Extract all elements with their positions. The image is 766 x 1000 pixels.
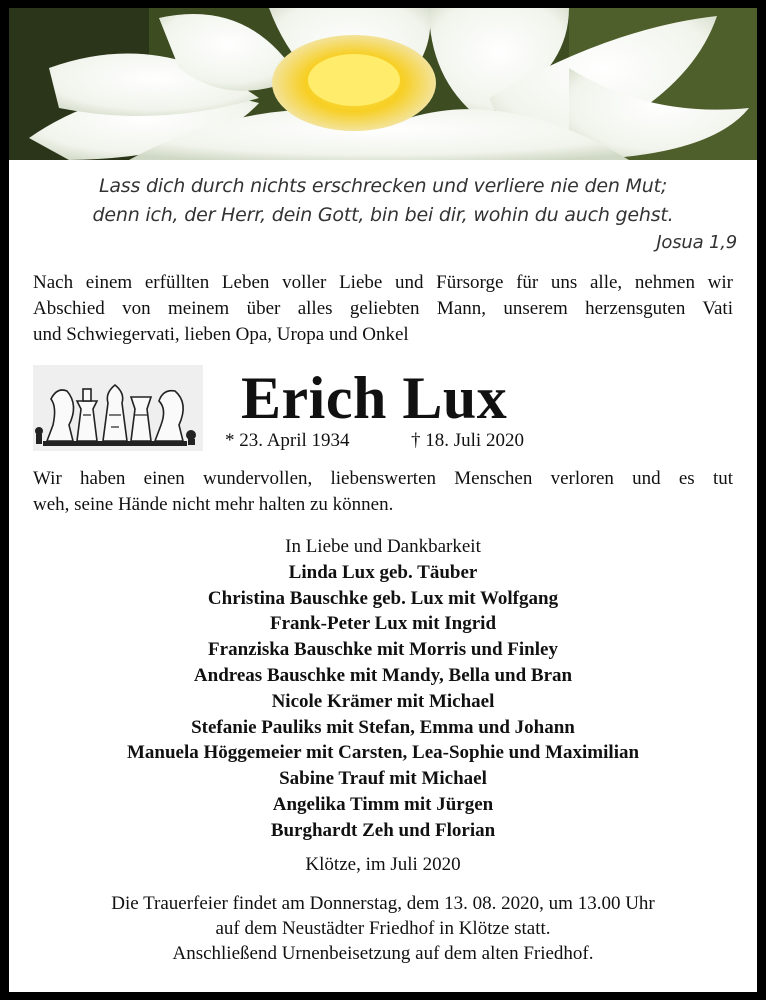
bible-quote — [9, 172, 757, 253]
intro-text — [33, 270, 733, 348]
funeral-info — [9, 891, 757, 966]
mourner-name: Christina Bauschke geb. Lux mit Wolfgang — [207, 587, 559, 609]
intro-line-3: und Schwiegervati, lieben Opa, Uropa und Onkel — [33, 324, 409, 345]
quote-reference: Josua 1,9 — [656, 232, 737, 253]
funeral-line-2: auf dem Neustädter Friedhof in Klötze statt. — [215, 918, 551, 939]
funeral-line-3: Anschließend Urnenbeisetzung auf dem alten Friedhof. — [172, 943, 594, 964]
chess-pieces-image — [33, 365, 203, 451]
mourner-name: Manuela Höggemeier mit Carsten, Lea-Sophie und Maximilian — [126, 742, 640, 764]
message-line-2: weh, seine Hände nicht mehr halten zu können. — [33, 494, 394, 515]
message-text — [33, 466, 733, 518]
water-lily-image — [9, 8, 757, 160]
mourners-list — [9, 534, 757, 844]
message-line-1: Wir haben einen wundervollen, liebenswerten Menschen verloren und es tut — [33, 468, 733, 489]
mourner-name: Frank-Peter Lux mit Ingrid — [269, 613, 497, 635]
mourner-name: Burghardt Zeh und Florian — [270, 819, 496, 841]
mourner-name: Nicole Krämer mit Michael — [271, 690, 495, 712]
intro-line-1: Nach einem erfüllten Leben voller Liebe und Fürsorge für uns alle, nehmen wir — [33, 272, 733, 293]
mourner-name: Linda Lux geb. Täuber — [288, 561, 478, 583]
mourners-heading: In Liebe und Dankbarkeit — [285, 536, 481, 557]
mourner-name: Stefanie Pauliks mit Stefan, Emma und Johann — [191, 716, 575, 738]
quote-line-2: denn ich, der Herr, dein Gott, bin bei dir, wohin du auch gehst. — [92, 204, 674, 226]
intro-line-2: Abschied von meinem über alles geliebten Mann, unserem herzensguten Vati — [33, 298, 733, 319]
funeral-line-1: Die Trauerfeier findet am Donnerstag, dem 13. 08. 2020, um 13.00 Uhr — [111, 893, 655, 914]
birth-date: * 23. April 1934 — [225, 430, 350, 451]
obituary-notice — [9, 8, 757, 992]
mourner-name: Angelika Timm mit Jürgen — [272, 793, 494, 815]
deceased-name: Erich Lux — [241, 365, 508, 431]
mourner-name: Andreas Bauschke mit Mandy, Bella und Bran — [193, 664, 573, 686]
mourner-name: Sabine Trauf mit Michael — [279, 768, 487, 790]
mourner-name: Franziska Bauschke mit Morris und Finley — [208, 639, 558, 661]
death-date: † 18. Juli 2020 — [411, 430, 524, 451]
place-date: Klötze, im Juli 2020 — [305, 854, 461, 875]
quote-line-1: Lass dich durch nichts erschrecken und verliere nie den Mut; — [98, 175, 668, 197]
